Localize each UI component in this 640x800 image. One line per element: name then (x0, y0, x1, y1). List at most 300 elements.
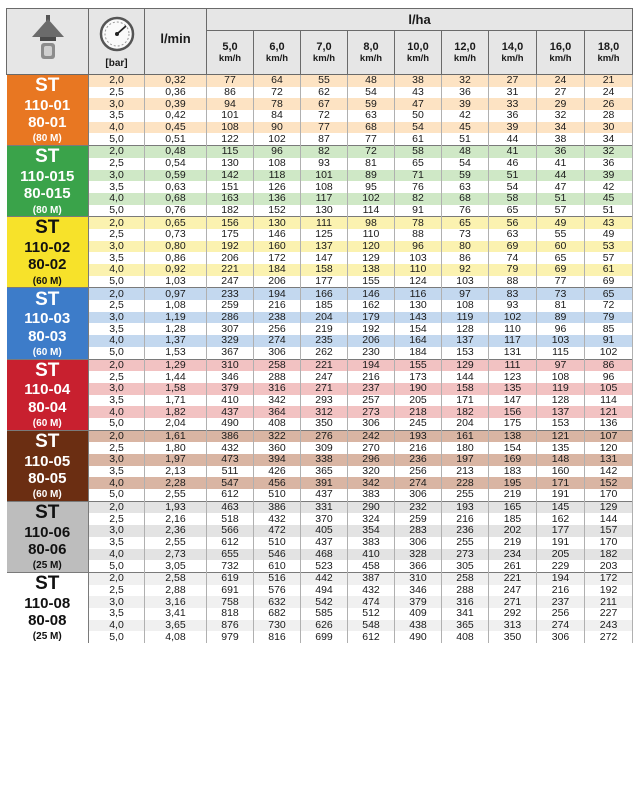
speed-unit: km/h (359, 52, 383, 64)
rate-cell: 110 (348, 229, 395, 241)
rate-cell: 152 (254, 205, 301, 217)
rate-cell: 818 (207, 608, 254, 620)
rate-cell: 329 (207, 335, 254, 347)
rate-cell: 437 (301, 537, 348, 549)
nozzle-label-cell (7, 288, 89, 359)
flow-cell: 2,28 (145, 477, 207, 489)
flow-cell: 1,80 (145, 442, 207, 454)
rate-cell: 107 (585, 430, 633, 442)
rate-cell: 247 (207, 276, 254, 288)
rate-cell: 288 (254, 371, 301, 383)
rate-cell: 221 (489, 572, 537, 584)
rate-cell: 69 (585, 276, 633, 288)
rate-cell: 394 (254, 454, 301, 466)
pressure-cell: 4,0 (89, 477, 145, 489)
rate-cell: 115 (207, 146, 254, 158)
rate-cell: 171 (537, 477, 585, 489)
table-row (7, 406, 633, 418)
pressure-cell: 2,0 (89, 146, 145, 158)
flow-cell: 0,48 (145, 146, 207, 158)
rate-cell: 307 (207, 323, 254, 335)
table-row (7, 288, 633, 300)
rate-cell: 47 (395, 98, 442, 110)
pressure-cell: 3,5 (89, 537, 145, 549)
rate-cell: 273 (348, 406, 395, 418)
rate-cell: 313 (489, 620, 537, 632)
rate-cell: 83 (489, 288, 537, 300)
rate-cell: 237 (537, 596, 585, 608)
rate-cell: 72 (301, 110, 348, 122)
rate-cell: 405 (301, 525, 348, 537)
rate-cell: 60 (537, 241, 585, 253)
rate-cell: 306 (254, 347, 301, 359)
rate-cell: 34 (585, 133, 633, 145)
rate-cell: 206 (348, 335, 395, 347)
speed-unit: km/h (218, 52, 242, 64)
rate-cell: 145 (537, 501, 585, 513)
pressure-cell: 2,5 (89, 229, 145, 241)
rate-unit-header: l/ha (207, 9, 633, 31)
flow-cell: 0,39 (145, 98, 207, 110)
flow-cell: 3,41 (145, 608, 207, 620)
flow-cell: 0,51 (145, 133, 207, 145)
rate-cell: 190 (395, 383, 442, 395)
rate-cell: 211 (585, 596, 633, 608)
rate-cell: 102 (254, 133, 301, 145)
rate-cell: 81 (348, 158, 395, 170)
rate-cell: 360 (254, 442, 301, 454)
rate-cell: 74 (489, 252, 537, 264)
rate-cell: 386 (207, 430, 254, 442)
rate-cell: 547 (207, 477, 254, 489)
rate-cell: 91 (585, 335, 633, 347)
pressure-cell: 4,0 (89, 335, 145, 347)
speed-unit: km/h (265, 52, 289, 64)
flow-cell: 0,54 (145, 158, 207, 170)
rate-cell: 192 (348, 323, 395, 335)
nozzle-label-cell (7, 146, 89, 217)
rate-cell: 38 (395, 75, 442, 87)
rate-cell: 147 (301, 252, 348, 264)
nozzle-line1: ST (35, 430, 60, 452)
rate-cell: 204 (301, 312, 348, 324)
rate-cell: 238 (254, 312, 301, 324)
nozzle-line3: 80-02 (28, 256, 67, 274)
rate-cell: 79 (585, 312, 633, 324)
rate-cell: 438 (395, 620, 442, 632)
table-row (7, 122, 633, 134)
rate-cell: 216 (395, 442, 442, 454)
rate-cell: 511 (207, 466, 254, 478)
speed-value: 12,0 (454, 40, 476, 53)
rate-cell: 518 (207, 513, 254, 525)
rate-cell: 316 (442, 596, 489, 608)
rate-cell: 682 (254, 608, 301, 620)
rate-cell: 379 (207, 383, 254, 395)
rate-cell: 123 (489, 371, 537, 383)
flow-cell: 3,16 (145, 596, 207, 608)
rate-cell: 24 (537, 75, 585, 87)
table-row (7, 371, 633, 383)
rate-cell: 136 (254, 193, 301, 205)
rate-cell: 164 (395, 335, 442, 347)
rate-cell: 170 (585, 537, 633, 549)
rate-cell: 48 (348, 75, 395, 87)
rate-cell: 138 (489, 430, 537, 442)
rate-cell: 197 (442, 454, 489, 466)
rate-cell: 68 (442, 193, 489, 205)
speed-unit: km/h (501, 52, 524, 64)
rate-cell: 758 (207, 596, 254, 608)
rate-cell: 610 (254, 560, 301, 572)
rate-cell: 32 (442, 75, 489, 87)
rate-cell: 36 (585, 158, 633, 170)
rate-cell: 261 (489, 560, 537, 572)
rate-cell: 105 (585, 383, 633, 395)
rate-cell: 148 (537, 454, 585, 466)
rate-cell: 490 (395, 631, 442, 643)
speed-header-0 (207, 31, 254, 75)
rate-cell: 310 (207, 359, 254, 371)
flow-cell: 2,73 (145, 549, 207, 561)
pressure-cell: 3,0 (89, 312, 145, 324)
rate-cell: 216 (537, 585, 585, 597)
rate-cell: 67 (301, 98, 348, 110)
rate-cell: 206 (254, 276, 301, 288)
rate-cell: 51 (537, 193, 585, 205)
rate-cell: 227 (585, 608, 633, 620)
rate-cell: 232 (395, 501, 442, 513)
rate-cell: 274 (395, 477, 442, 489)
rate-cell: 235 (301, 335, 348, 347)
flow-cell: 0,92 (145, 264, 207, 276)
rate-cell: 320 (348, 466, 395, 478)
rate-cell: 387 (348, 572, 395, 584)
rate-cell: 257 (348, 395, 395, 407)
flow-cell: 0,65 (145, 217, 207, 229)
table-row (7, 98, 633, 110)
rate-cell: 97 (537, 359, 585, 371)
rate-cell: 410 (207, 395, 254, 407)
pressure-cell: 4,0 (89, 264, 145, 276)
flow-cell: 0,68 (145, 193, 207, 205)
rate-cell: 184 (395, 347, 442, 359)
rate-cell: 338 (301, 454, 348, 466)
table-row (7, 359, 633, 371)
rate-cell: 236 (442, 525, 489, 537)
rate-cell: 322 (254, 430, 301, 442)
rate-cell: 76 (442, 205, 489, 217)
rate-cell: 342 (254, 395, 301, 407)
nozzle-label-cell (7, 75, 89, 146)
table-row (7, 560, 633, 572)
nozzle-line2: 110-06 (24, 523, 71, 541)
pressure-cell: 5,0 (89, 205, 145, 217)
rate-cell: 161 (442, 430, 489, 442)
rate-cell: 84 (254, 110, 301, 122)
rate-cell: 309 (301, 442, 348, 454)
rate-cell: 979 (207, 631, 254, 643)
pressure-cell: 2,0 (89, 217, 145, 229)
rate-cell: 182 (585, 549, 633, 561)
rate-cell: 108 (254, 158, 301, 170)
speed-value: 8,0 (363, 40, 379, 53)
rate-cell: 245 (395, 418, 442, 430)
rate-cell: 229 (537, 560, 585, 572)
rate-cell: 699 (301, 631, 348, 643)
nozzle-line1: ST (35, 359, 60, 381)
rate-cell: 255 (442, 489, 489, 501)
rate-cell: 54 (489, 181, 537, 193)
rate-cell: 165 (489, 501, 537, 513)
rate-cell: 350 (489, 631, 537, 643)
rate-cell: 172 (254, 252, 301, 264)
rate-cell: 118 (254, 170, 301, 182)
nozzle-size: (80 M) (32, 133, 62, 145)
rate-cell: 91 (395, 205, 442, 217)
pressure-unit: [bar] (105, 58, 128, 69)
rate-cell: 72 (348, 146, 395, 158)
rate-cell: 81 (537, 300, 585, 312)
table-row (7, 87, 633, 99)
nozzle-icon (26, 13, 70, 65)
rate-cell: 28 (585, 110, 633, 122)
rate-cell: 328 (395, 549, 442, 561)
nozzle-line2: 110-04 (24, 381, 71, 399)
rate-cell: 366 (395, 560, 442, 572)
table-row (7, 347, 633, 359)
rate-cell: 170 (585, 489, 633, 501)
rate-cell: 47 (537, 181, 585, 193)
rate-cell: 131 (489, 347, 537, 359)
rate-cell: 21 (585, 75, 633, 87)
rate-cell: 41 (537, 158, 585, 170)
rate-cell: 177 (537, 525, 585, 537)
rate-cell: 129 (442, 359, 489, 371)
rate-cell: 379 (395, 596, 442, 608)
pressure-cell: 3,0 (89, 241, 145, 253)
rate-cell: 137 (442, 335, 489, 347)
rate-cell: 108 (442, 300, 489, 312)
flow-cell: 1,44 (145, 371, 207, 383)
pressure-cell: 3,5 (89, 395, 145, 407)
rate-cell: 94 (207, 98, 254, 110)
rate-cell: 155 (348, 276, 395, 288)
flow-cell: 3,05 (145, 560, 207, 572)
rate-cell: 64 (254, 75, 301, 87)
rate-cell: 512 (348, 608, 395, 620)
rate-cell: 103 (395, 252, 442, 264)
rate-cell: 128 (537, 395, 585, 407)
rate-cell: 216 (348, 371, 395, 383)
table-row (7, 110, 633, 122)
flow-cell: 0,76 (145, 205, 207, 217)
pressure-cell: 5,0 (89, 347, 145, 359)
rate-cell: 79 (489, 264, 537, 276)
rate-cell: 234 (489, 549, 537, 561)
rate-cell: 180 (442, 442, 489, 454)
table-row (7, 170, 633, 182)
rate-cell: 185 (489, 513, 537, 525)
rate-cell: 33 (489, 98, 537, 110)
rate-cell: 58 (395, 146, 442, 158)
rate-cell: 233 (207, 288, 254, 300)
rate-cell: 42 (585, 181, 633, 193)
rate-cell: 182 (207, 205, 254, 217)
rate-cell: 468 (301, 549, 348, 561)
rate-cell: 283 (395, 525, 442, 537)
rate-cell: 73 (442, 229, 489, 241)
rate-cell: 73 (537, 288, 585, 300)
rate-cell: 177 (301, 276, 348, 288)
rate-cell: 256 (537, 608, 585, 620)
rate-cell: 432 (207, 442, 254, 454)
table-row (7, 477, 633, 489)
table-row (7, 513, 633, 525)
nozzle-line3: 80-03 (28, 327, 67, 345)
pressure-cell: 2,0 (89, 75, 145, 87)
rate-cell: 114 (348, 205, 395, 217)
rate-cell: 365 (442, 620, 489, 632)
rate-cell: 292 (489, 608, 537, 620)
speed-header-5 (442, 31, 489, 75)
rate-cell: 65 (585, 288, 633, 300)
nozzle-label-cell (7, 572, 89, 643)
pressure-cell: 2,5 (89, 442, 145, 454)
rate-cell: 619 (207, 572, 254, 584)
flow-cell: 0,80 (145, 241, 207, 253)
table-row (7, 264, 633, 276)
flow-cell: 2,55 (145, 489, 207, 501)
rate-cell: 63 (442, 181, 489, 193)
rate-cell: 247 (301, 371, 348, 383)
rate-cell: 55 (537, 229, 585, 241)
rate-cell: 93 (489, 300, 537, 312)
rate-cell: 153 (537, 418, 585, 430)
speed-unit: km/h (549, 52, 572, 64)
table-row (7, 252, 633, 264)
rate-cell: 144 (442, 371, 489, 383)
rate-cell: 128 (442, 323, 489, 335)
rate-cell: 247 (489, 585, 537, 597)
flow-cell: 1,82 (145, 406, 207, 418)
rate-cell: 306 (395, 537, 442, 549)
rate-cell: 185 (301, 300, 348, 312)
rate-cell: 219 (489, 537, 537, 549)
rate-cell: 65 (489, 205, 537, 217)
rate-cell: 50 (395, 110, 442, 122)
pressure-cell: 3,5 (89, 608, 145, 620)
rate-cell: 126 (254, 181, 301, 193)
rate-cell: 510 (254, 537, 301, 549)
rate-cell: 125 (301, 229, 348, 241)
rate-cell: 103 (442, 276, 489, 288)
rate-cell: 160 (254, 241, 301, 253)
rate-cell: 346 (395, 585, 442, 597)
rate-cell: 96 (537, 323, 585, 335)
nozzle-line3: 80-05 (28, 469, 67, 487)
rate-cell: 306 (537, 631, 585, 643)
table-row (7, 501, 633, 513)
rate-cell: 98 (348, 217, 395, 229)
flow-cell: 1,97 (145, 454, 207, 466)
speed-header-8 (585, 31, 633, 75)
rate-cell: 142 (207, 170, 254, 182)
speed-header-3 (348, 31, 395, 75)
rate-cell: 26 (585, 98, 633, 110)
rate-cell: 86 (207, 87, 254, 99)
flow-cell: 2,13 (145, 466, 207, 478)
rate-cell: 293 (301, 395, 348, 407)
table-row (7, 146, 633, 158)
rate-cell: 102 (348, 193, 395, 205)
rate-cell: 120 (585, 442, 633, 454)
rate-cell: 119 (537, 383, 585, 395)
pressure-cell: 5,0 (89, 560, 145, 572)
table-row (7, 217, 633, 229)
rate-cell: 255 (442, 537, 489, 549)
rate-cell: 49 (537, 217, 585, 229)
rate-cell: 124 (395, 276, 442, 288)
nozzle-size: (60 M) (32, 489, 62, 501)
rate-cell: 566 (207, 525, 254, 537)
nozzle-line2: 110-02 (24, 239, 71, 257)
rate-cell: 426 (254, 466, 301, 478)
rate-cell: 288 (442, 585, 489, 597)
rate-cell: 71 (395, 170, 442, 182)
nozzle-line1: ST (35, 75, 60, 97)
rate-cell: 130 (207, 158, 254, 170)
rate-cell: 119 (442, 312, 489, 324)
nozzle-size: (25 M) (32, 560, 62, 572)
rate-cell: 213 (442, 466, 489, 478)
rate-cell: 48 (442, 146, 489, 158)
pressure-header-cell (89, 9, 145, 75)
rate-cell: 585 (301, 608, 348, 620)
spray-rate-table (6, 8, 633, 643)
rate-cell: 516 (254, 572, 301, 584)
rate-cell: 43 (585, 217, 633, 229)
rate-cell: 408 (442, 631, 489, 643)
rate-cell: 45 (585, 193, 633, 205)
nozzle-label-cell (7, 359, 89, 430)
rate-cell: 655 (207, 549, 254, 561)
nozzle-header-cell (7, 9, 89, 75)
rate-cell: 474 (348, 596, 395, 608)
rate-cell: 546 (254, 549, 301, 561)
rate-cell: 103 (537, 335, 585, 347)
rate-cell: 463 (207, 501, 254, 513)
pressure-cell: 4,0 (89, 193, 145, 205)
rate-cell: 276 (301, 430, 348, 442)
rate-cell: 136 (585, 418, 633, 430)
rate-cell: 523 (301, 560, 348, 572)
rate-cell: 144 (585, 513, 633, 525)
rate-cell: 36 (489, 110, 537, 122)
rate-cell: 194 (537, 572, 585, 584)
rate-cell: 324 (348, 513, 395, 525)
pressure-cell: 5,0 (89, 133, 145, 145)
rate-cell: 111 (489, 359, 537, 371)
rate-cell: 458 (348, 560, 395, 572)
rate-cell: 39 (489, 122, 537, 134)
rate-cell: 383 (348, 537, 395, 549)
rate-cell: 151 (207, 181, 254, 193)
flow-cell: 1,29 (145, 359, 207, 371)
nozzle-line2: 110-01 (24, 96, 71, 114)
table-row (7, 300, 633, 312)
rate-cell: 183 (489, 466, 537, 478)
